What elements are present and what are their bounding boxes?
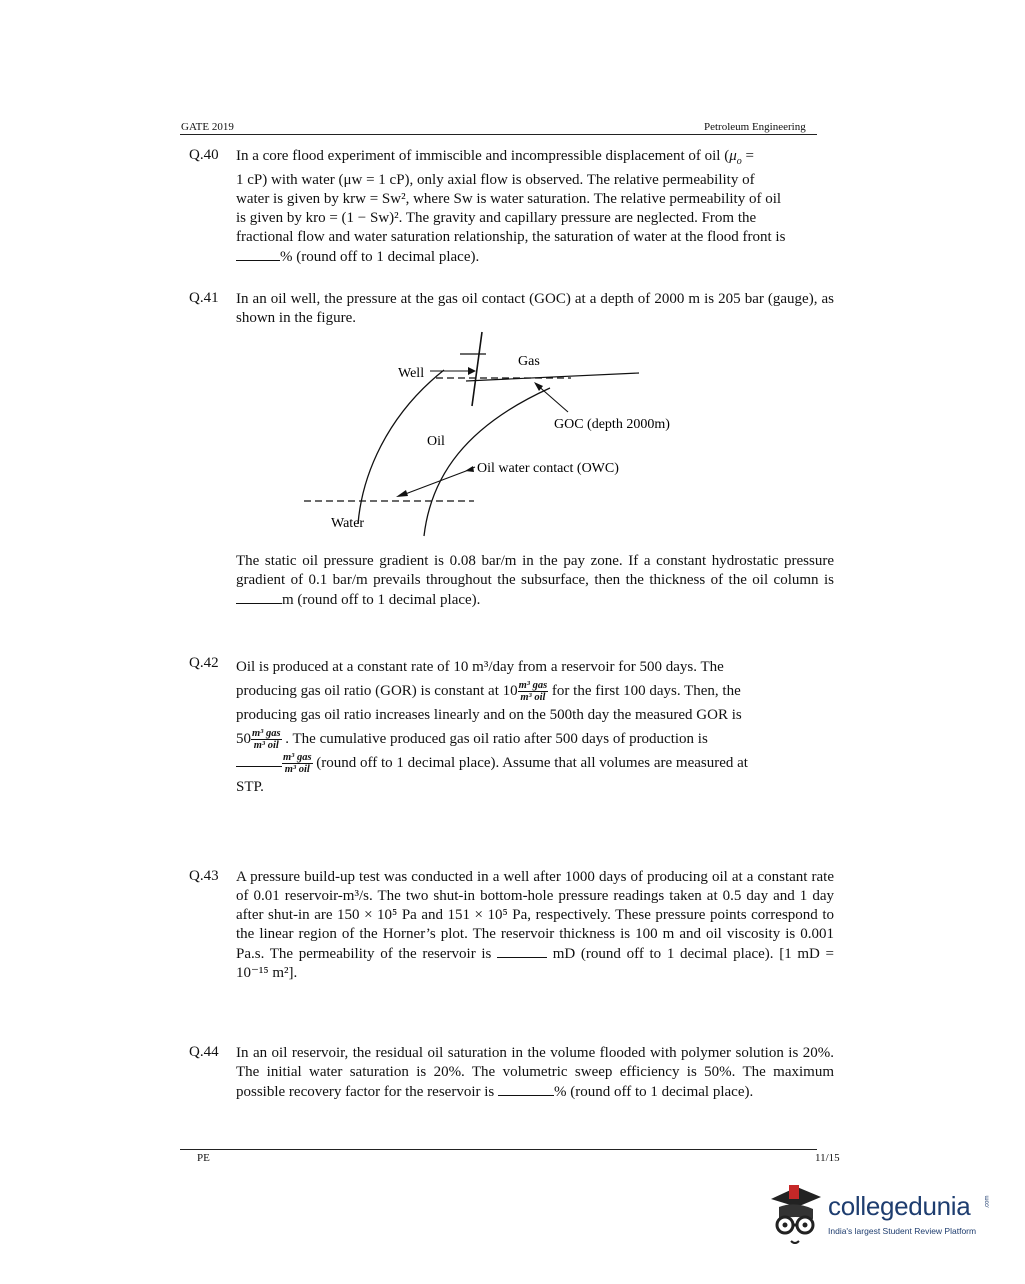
water-label: Water [331,516,365,531]
owc-label: Oil water contact (OWC) [477,461,619,476]
q41-number: Q.41 [189,290,219,306]
oil-label: Oil [427,434,445,449]
goc-boundary-line [466,373,639,381]
gor-unit-fraction: $\frac{\text{m³ gas}}{\text{m³ oil}}$ [283,752,312,776]
q40-line-6: % (round off to 1 decimal place). [236,247,834,267]
owc-pointer-head [396,490,408,497]
q44-number: Q.44 [189,1044,219,1060]
q42-line-4: 50 $\frac{\text{m³ gas}}{\text{m³ oil}}$ . The cumulative produced gas oil ratio after 500 days of production is [236,728,708,752]
gas-label: Gas [518,354,540,369]
answer-blank [236,590,282,604]
header-subject: Petroleum Engineering [704,121,806,133]
answer-blank [236,247,280,261]
q42-line-5: $\frac{\text{m³ gas}}{\text{m³ oil}}$ (round off to 1 decimal place). Assume that all volumes are measured at [236,751,834,775]
q40-number: Q.40 [189,147,219,163]
answer-blank [498,1082,554,1096]
answer-blank [236,753,282,767]
header-exam-title: GATE 2019 [181,121,234,133]
collegedunia-logo [765,1175,995,1255]
q43-number: Q.43 [189,868,219,884]
gor-unit-fraction: $\frac{\text{m³ gas}}{\text{m³ oil}}$ [518,680,548,704]
footer-page-number: 11/15 [815,1152,840,1164]
q42-number: Q.42 [189,655,219,671]
q40-line-3: water is given by krw = Sw², where Sw is water saturation. The relative permeability of oil [236,191,782,207]
logo-suffix: .com [984,1195,991,1209]
footer-paper-code: PE [197,1152,210,1164]
q40-line-2: 1 cP) with water (μw = 1 cP), only axial flow is observed. The relative permeability of [236,172,755,188]
logo-tagline: India's largest Student Review Platform [828,1226,977,1236]
q42-line-6: STP. [236,779,264,796]
header-rule [180,134,817,135]
reservoir-figure [296,326,696,542]
mascot-icon [765,1179,827,1249]
q40-line-4: is given by kro = (1 − Sw)². The gravity and capillary pressure are neglected. From the [236,210,757,226]
q43-text: A pressure build-up test was conducted in a well after 1000 days of producing oil at a constant rate of 0.01 reservoir-m³/s. The two shut-in bottom-hole pressure readings taken at 0.5 day and 1 day after shut-in are 150 × 10⁵ Pa and 151 × 10⁵ Pa, respectively. These pressure points correspond to the linear region of the Horner’s plot. The reservoir thickness is 100 m and oil viscosity is 0.001 Pa.s. The permeability of the reservoir is mD (round off to 1 decimal place). [1 mD = 10⁻¹⁵ m²]. [236,869,835,981]
q41-intro: In an oil well, the pressure at the gas oil contact (GOC) at a depth of 2000 m is 205 bar (gauge), as shown in the figure. [236,291,834,326]
goc-label: GOC (depth 2000m) [554,417,670,432]
owc-pointer [400,471,466,496]
q42-line-3: producing gas oil ratio increases linearly and on the 500th day the measured GOR is [236,707,742,724]
gor-unit-fraction: $\frac{\text{m³ gas}}{\text{m³ oil}}$ [252,728,281,752]
well-bore-line [472,332,482,406]
q40-line-5: fractional flow and water saturation relationship, the saturation of water at the flood front is [236,229,786,245]
q42-line-2: producing gas oil ratio (GOR) is constant at 10 $\frac{\text{m³ gas}}{\text{m³ oil}}$ for the first 100 days. Then, the [236,680,741,704]
owc-arrowhead [465,466,474,472]
q44-text: In an oil reservoir, the residual oil saturation in the volume flooded with polymer solution is 20%. The initial water saturation is 20%. The volumetric sweep efficiency is 50%. The maximum possible recovery factor for the reservoir is % (round off to 1 decimal place). [236,1045,834,1100]
well-arrowhead [468,367,476,375]
q42-text [236,655,834,799]
logo-wordmark: collegedunia [828,1191,971,1221]
q40-line-1: In a core flood experiment of immiscible and incompressible displacement of oil ($\mu_o$ = [236,148,754,167]
answer-blank [497,944,547,958]
q42-line-1: Oil is produced at a constant rate of 10 m³/day from a reservoir for 500 days. The [236,659,724,675]
q40-text [236,147,834,267]
well-label: Well [398,366,425,381]
footer-rule [180,1149,817,1150]
q41-body: The static oil pressure gradient is 0.08 bar/m in the pay zone. If a constant hydrostatic pressure gradient of 0.1 bar/m prevails throughout the subsurface, then the thickness of the oil column is m (round off to 1 decimal place). [236,553,834,608]
